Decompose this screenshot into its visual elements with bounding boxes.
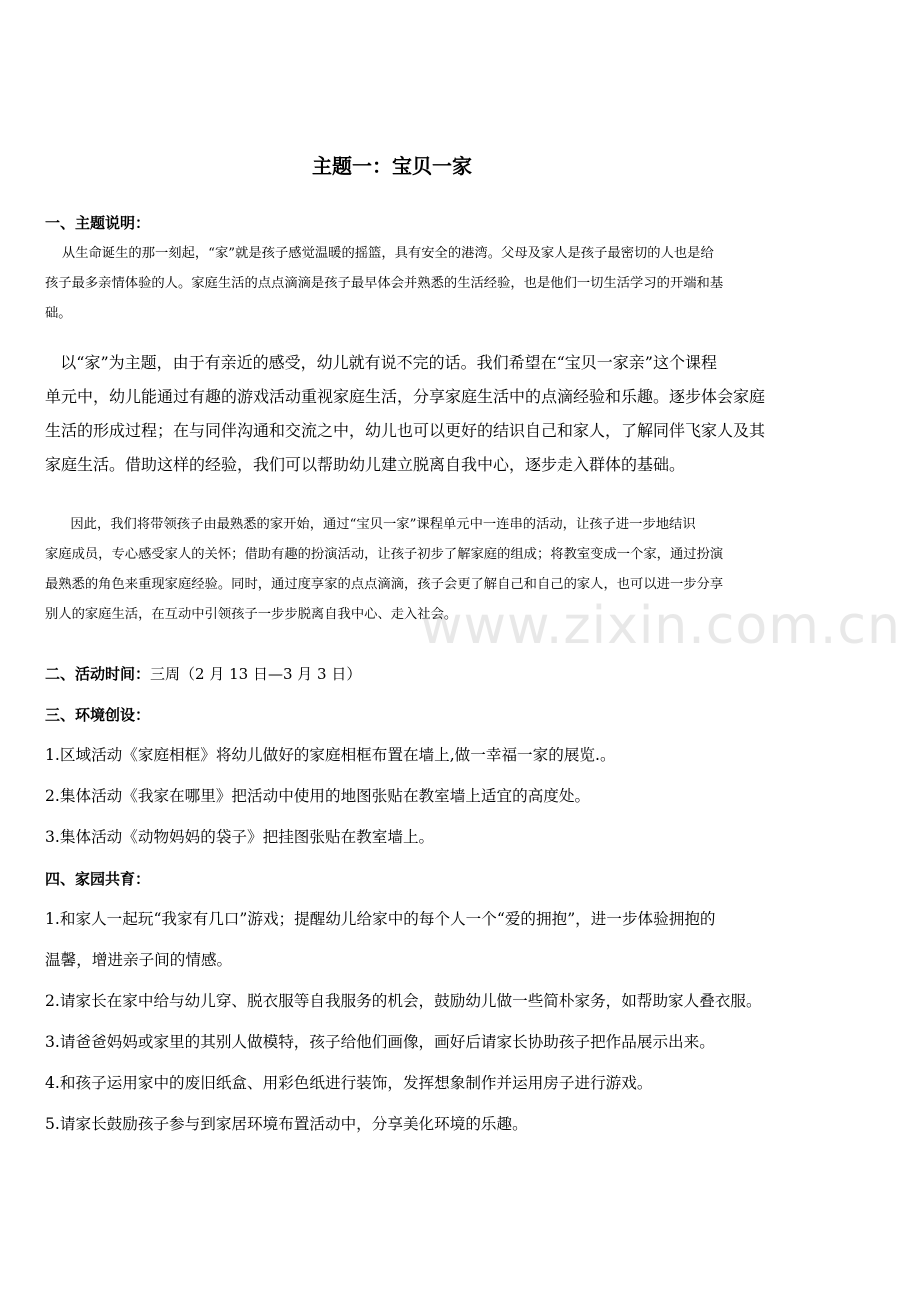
list-item: 1.和家人一起玩“我家有几口”游戏；提醒幼儿给家中的每个人一个“爱的拥抱”，进一步体验拥抱的 温馨，增进亲子间的情感。 — [45, 910, 716, 969]
list-item: 4.和孩子运用家中的废旧纸盒、用彩色纸进行装饰，发挥想象制作并运用房子进行游戏。 — [45, 1074, 653, 1092]
paragraph-theme-goal: 以“家”为主题，由于有亲近的感受，幼儿就有说不完的话。我们希望在“宝贝一家亲”这个课程 单元中，幼儿能通过有趣的游戏活动重视家庭生活，分享家庭生活中的点滴经验和乐趣。逐步体会家庭 生活的形成过程；在与同伴沟通和交流之中，幼儿也可以更好的结识自己和家人，了解同伴飞家人及其 家庭生活。借助这样的经验，我们可以帮助幼儿建立脱离自我中心，逐步走入群体的基础。 — [45, 353, 766, 474]
watermark: www.zixin.com.cn — [420, 596, 901, 656]
list-item: 5.请家长鼓励孩子参与到家居环境布置活动中，分享美化环境的乐趣。 — [45, 1115, 528, 1133]
activity-time-value: 三周（2 月 13 日—3 月 3 日） — [150, 665, 362, 683]
list-item: 1.区域活动《家庭相框》将幼儿做好的家庭相框布置在墙上,做一幸福一家的展览.。 — [45, 746, 616, 764]
section-heading-time — [45, 659, 361, 689]
list-item: 3.请爸爸妈妈或家里的其别人做模特，孩子给他们画像，画好后请家长协助孩子把作品展示出来。 — [45, 1033, 715, 1051]
section-heading-environment: 三、环境创设： — [45, 706, 151, 724]
document-title: 主题一：宝贝一家 — [312, 154, 472, 178]
section-heading-time-label: 二、活动时间： — [45, 665, 151, 683]
section-heading-home-school: 四、家园共育： — [45, 870, 151, 888]
paragraph-theme-intro: 从生命诞生的那一刻起，“家”就是孩子感觉温暖的摇篮，具有安全的港湾。父母及家人是孩子最密切的人也是给 孩子最多亲情体验的人。家庭生活的点点滴滴是孩子最早体会并熟悉的生活经验，也是他们一切生活学习的开端和基 础。 — [45, 246, 724, 321]
list-item: 3.集体活动《动物妈妈的袋子》把挂图张贴在教室墙上。 — [45, 828, 435, 846]
list-item: 2.请家长在家中给与幼儿穿、脱衣服等自我服务的机会，鼓励幼儿做一些简朴家务，如帮助家人叠衣服。 — [45, 992, 762, 1010]
paragraph-theme-plan: 因此，我们将带领孩子由最熟悉的家开始，通过“宝贝一家”课程单元中一连串的活动，让孩子进一步地结识 家庭成员，专心感受家人的关怀；借助有趣的扮演活动，让孩子初步了解家庭的组成；将教室变成一个家，通过扮演 最熟悉的角色来重现家庭经验。同时，通过度享家的点点滴滴，孩子会更了解自己和自己的家人，也可以进一步分享 别人的家庭生活，在互动中引领孩子一步步脱离自我中心、走入社会。 — [45, 517, 724, 622]
section-heading-theme: 一、主题说明： — [45, 214, 151, 232]
list-item: 2.集体活动《我家在哪里》把活动中使用的地图张贴在教室墙上适宜的高度处。 — [45, 787, 591, 805]
